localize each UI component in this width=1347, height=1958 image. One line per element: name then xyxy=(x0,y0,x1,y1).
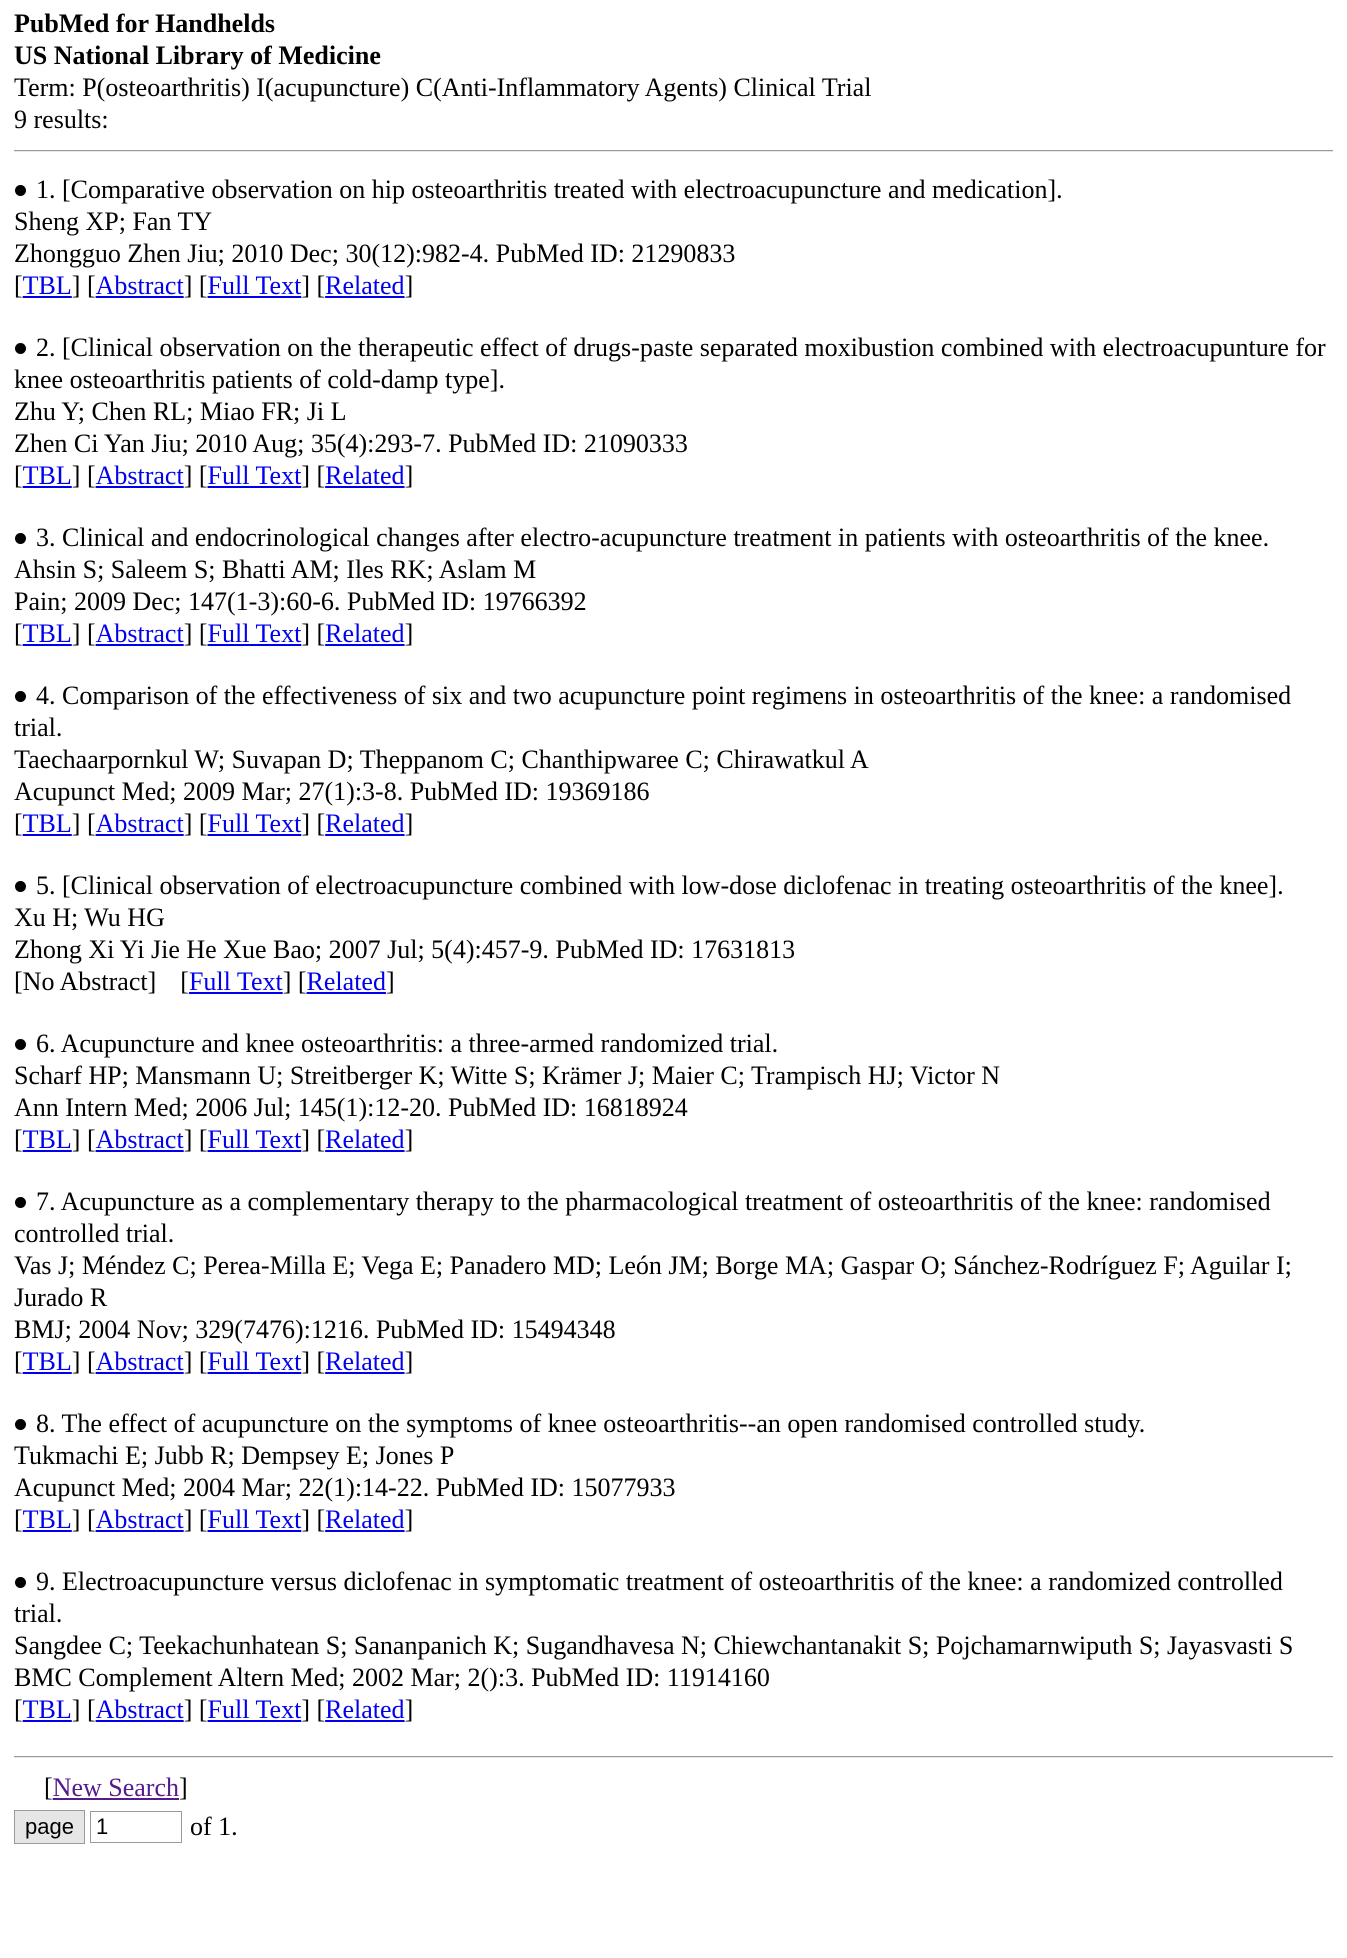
tbl-link[interactable]: TBL xyxy=(22,461,72,490)
abstract-link[interactable]: Abstract xyxy=(95,1695,184,1724)
bottom-divider xyxy=(14,1756,1333,1758)
related-link[interactable]: Related xyxy=(325,809,405,838)
result-citation: Zhong Xi Yi Jie He Xue Bao; 2007 Jul; 5(4):457-9. PubMed ID: 17631813 xyxy=(14,935,796,964)
related-link[interactable]: Related xyxy=(325,461,405,490)
result-item xyxy=(14,1408,1333,1536)
result-links: [TBL] [Abstract] [Full Text] [Related] xyxy=(14,1125,414,1154)
abstract-link[interactable]: Abstract xyxy=(95,809,184,838)
abstract-link[interactable]: Abstract xyxy=(95,461,184,490)
app-title: PubMed for Handhelds xyxy=(14,9,276,38)
related-link[interactable]: Related xyxy=(306,967,386,996)
tbl-link[interactable]: TBL xyxy=(22,619,72,648)
result-links: [TBL] [Abstract] [Full Text] [Related] xyxy=(14,619,414,648)
result-authors: Vas J; Méndez C; Perea-Milla E; Vega E; Panadero MD; León JM; Borge MA; Gaspar O; Sánchez-Rodríguez F; Aguilar I; Jurado R xyxy=(14,1251,1292,1312)
footer-links: [New Search] xyxy=(44,1773,188,1802)
related-link[interactable]: Related xyxy=(325,1695,405,1724)
result-title: 7. Acupuncture as a complementary therapy to the pharmacological treatment of osteoarthritis of the knee: randomised controlled trial. xyxy=(14,1187,1271,1248)
result-authors: Xu H; Wu HG xyxy=(14,903,165,932)
result-item xyxy=(14,680,1333,840)
result-title-line xyxy=(14,1566,1333,1630)
result-authors: Tukmachi E; Jubb R; Dempsey E; Jones P xyxy=(14,1441,455,1470)
result-authors: Sangdee C; Teekachunhatean S; Sananpanich K; Sugandhavesa N; Chiewchantanakit S; Pojchamarnwiputh S; Jayasvasti S xyxy=(14,1631,1294,1660)
result-title-line xyxy=(14,1186,1333,1250)
full-text-link[interactable]: Full Text xyxy=(207,1125,302,1154)
result-links: [TBL] [Abstract] [Full Text] [Related] xyxy=(14,461,414,490)
result-title-line xyxy=(14,332,1333,396)
bullet-icon xyxy=(15,533,26,544)
result-links: [TBL] [Abstract] [Full Text] [Related] xyxy=(14,271,414,300)
bullet-icon xyxy=(15,691,26,702)
tbl-link[interactable]: TBL xyxy=(22,271,72,300)
result-citation: Zhen Ci Yan Jiu; 2010 Aug; 35(4):293-7. PubMed ID: 21090333 xyxy=(14,429,688,458)
bullet-icon xyxy=(15,1039,26,1050)
full-text-link[interactable]: Full Text xyxy=(207,1505,302,1534)
result-item xyxy=(14,1186,1333,1378)
result-title: 2. [Clinical observation on the therapeutic effect of drugs-paste separated moxibustion combined with electroacupunture for knee osteoarthritis patients of cold-damp type]. xyxy=(14,333,1326,394)
result-item xyxy=(14,1566,1333,1726)
abstract-link[interactable]: Abstract xyxy=(95,619,184,648)
result-title: 6. Acupuncture and knee osteoarthritis: a three-armed randomized trial. xyxy=(36,1029,779,1058)
result-item xyxy=(14,1028,1333,1156)
tbl-link[interactable]: TBL xyxy=(22,1505,72,1534)
result-title: 1. [Comparative observation on hip osteoarthritis treated with electroacupuncture and medication]. xyxy=(36,175,1063,204)
result-links: [TBL] [Abstract] [Full Text] [Related] xyxy=(14,1695,414,1724)
related-link[interactable]: Related xyxy=(325,1505,405,1534)
bullet-icon xyxy=(15,1419,26,1430)
result-title-line xyxy=(14,680,1333,744)
result-title: 8. The effect of acupuncture on the symptoms of knee osteoarthritis--an open randomised controlled study. xyxy=(36,1409,1146,1438)
result-title: 9. Electroacupuncture versus diclofenac in symptomatic treatment of osteoarthritis of the knee: a randomized controlled trial. xyxy=(14,1567,1283,1628)
result-title: 3. Clinical and endocrinological changes after electro-acupuncture treatment in patients with osteoarthritis of the knee. xyxy=(36,523,1270,552)
result-authors: Ahsin S; Saleem S; Bhatti AM; Iles RK; Aslam M xyxy=(14,555,537,584)
full-text-link[interactable]: Full Text xyxy=(207,619,302,648)
result-title-line xyxy=(14,870,1333,902)
result-links: [No Abstract] [Full Text] [Related] xyxy=(14,967,395,996)
result-title: 5. [Clinical observation of electroacupuncture combined with low-dose diclofenac in treating osteoarthritis of the knee]. xyxy=(36,871,1284,900)
top-divider xyxy=(14,150,1333,152)
result-authors: Scharf HP; Mansmann U; Streitberger K; Witte S; Krämer J; Maier C; Trampisch HJ; Victor N xyxy=(14,1061,1001,1090)
result-item xyxy=(14,870,1333,998)
page-total: of 1. xyxy=(189,1812,238,1841)
result-links: [TBL] [Abstract] [Full Text] [Related] xyxy=(14,1505,414,1534)
bullet-icon xyxy=(15,185,26,196)
bullet-icon xyxy=(15,1197,26,1208)
related-link[interactable]: Related xyxy=(325,271,405,300)
abstract-link[interactable]: Abstract xyxy=(95,1347,184,1376)
pagination xyxy=(14,1810,1333,1844)
abstract-link[interactable]: Abstract xyxy=(95,271,184,300)
full-text-link[interactable]: Full Text xyxy=(207,461,302,490)
org-name: US National Library of Medicine xyxy=(14,41,381,70)
related-link[interactable]: Related xyxy=(325,619,405,648)
result-authors: Sheng XP; Fan TY xyxy=(14,207,213,236)
bullet-icon xyxy=(15,343,26,354)
full-text-link[interactable]: Full Text xyxy=(207,1347,302,1376)
result-citation: Pain; 2009 Dec; 147(1-3):60-6. PubMed ID: 19766392 xyxy=(14,587,587,616)
abstract-link[interactable]: Abstract xyxy=(95,1505,184,1534)
results-list xyxy=(14,174,1333,1726)
no-abstract-label: No Abstract xyxy=(22,967,148,996)
full-text-link[interactable]: Full Text xyxy=(207,1695,302,1724)
tbl-link[interactable]: TBL xyxy=(22,1695,72,1724)
result-links: [TBL] [Abstract] [Full Text] [Related] xyxy=(14,809,414,838)
result-citation: Ann Intern Med; 2006 Jul; 145(1):12-20. PubMed ID: 16818924 xyxy=(14,1093,688,1122)
result-title: 4. Comparison of the effectiveness of six and two acupuncture point regimens in osteoarthritis of the knee: a randomised trial. xyxy=(14,681,1292,742)
tbl-link[interactable]: TBL xyxy=(22,809,72,838)
new-search-link[interactable]: New Search xyxy=(52,1773,180,1802)
result-item xyxy=(14,522,1333,650)
bullet-icon xyxy=(15,1577,26,1588)
result-title-line xyxy=(14,174,1333,206)
result-authors: Zhu Y; Chen RL; Miao FR; Ji L xyxy=(14,397,347,426)
result-citation: Zhongguo Zhen Jiu; 2010 Dec; 30(12):982-4. PubMed ID: 21290833 xyxy=(14,239,736,268)
abstract-link[interactable]: Abstract xyxy=(95,1125,184,1154)
search-term: Term: P(osteoarthritis) I(acupuncture) C(Anti-Inflammatory Agents) Clinical Trial xyxy=(14,73,872,102)
result-item xyxy=(14,174,1333,302)
footer xyxy=(14,1772,1333,1844)
result-citation: BMC Complement Altern Med; 2002 Mar; 2():3. PubMed ID: 11914160 xyxy=(14,1663,770,1692)
full-text-link[interactable]: Full Text xyxy=(188,967,283,996)
full-text-link[interactable]: Full Text xyxy=(207,271,302,300)
related-link[interactable]: Related xyxy=(325,1347,405,1376)
result-authors: Taechaarpornkul W; Suvapan D; Theppanom C; Chanthipwaree C; Chirawatkul A xyxy=(14,745,869,774)
result-title-line xyxy=(14,1028,1333,1060)
tbl-link[interactable]: TBL xyxy=(22,1347,72,1376)
page-number-input[interactable] xyxy=(90,1811,182,1843)
page-button[interactable]: page xyxy=(14,1810,85,1844)
header xyxy=(14,8,1333,136)
result-item xyxy=(14,332,1333,492)
result-count: 9 results: xyxy=(14,105,109,134)
result-citation: Acupunct Med; 2009 Mar; 27(1):3-8. PubMed ID: 19369186 xyxy=(14,777,650,806)
tbl-link[interactable]: TBL xyxy=(22,1125,72,1154)
result-links: [TBL] [Abstract] [Full Text] [Related] xyxy=(14,1347,414,1376)
bullet-icon xyxy=(15,881,26,892)
full-text-link[interactable]: Full Text xyxy=(207,809,302,838)
result-title-line xyxy=(14,522,1333,554)
result-citation: BMJ; 2004 Nov; 329(7476):1216. PubMed ID: 15494348 xyxy=(14,1315,616,1344)
result-citation: Acupunct Med; 2004 Mar; 22(1):14-22. PubMed ID: 15077933 xyxy=(14,1473,676,1502)
related-link[interactable]: Related xyxy=(325,1125,405,1154)
result-title-line xyxy=(14,1408,1333,1440)
